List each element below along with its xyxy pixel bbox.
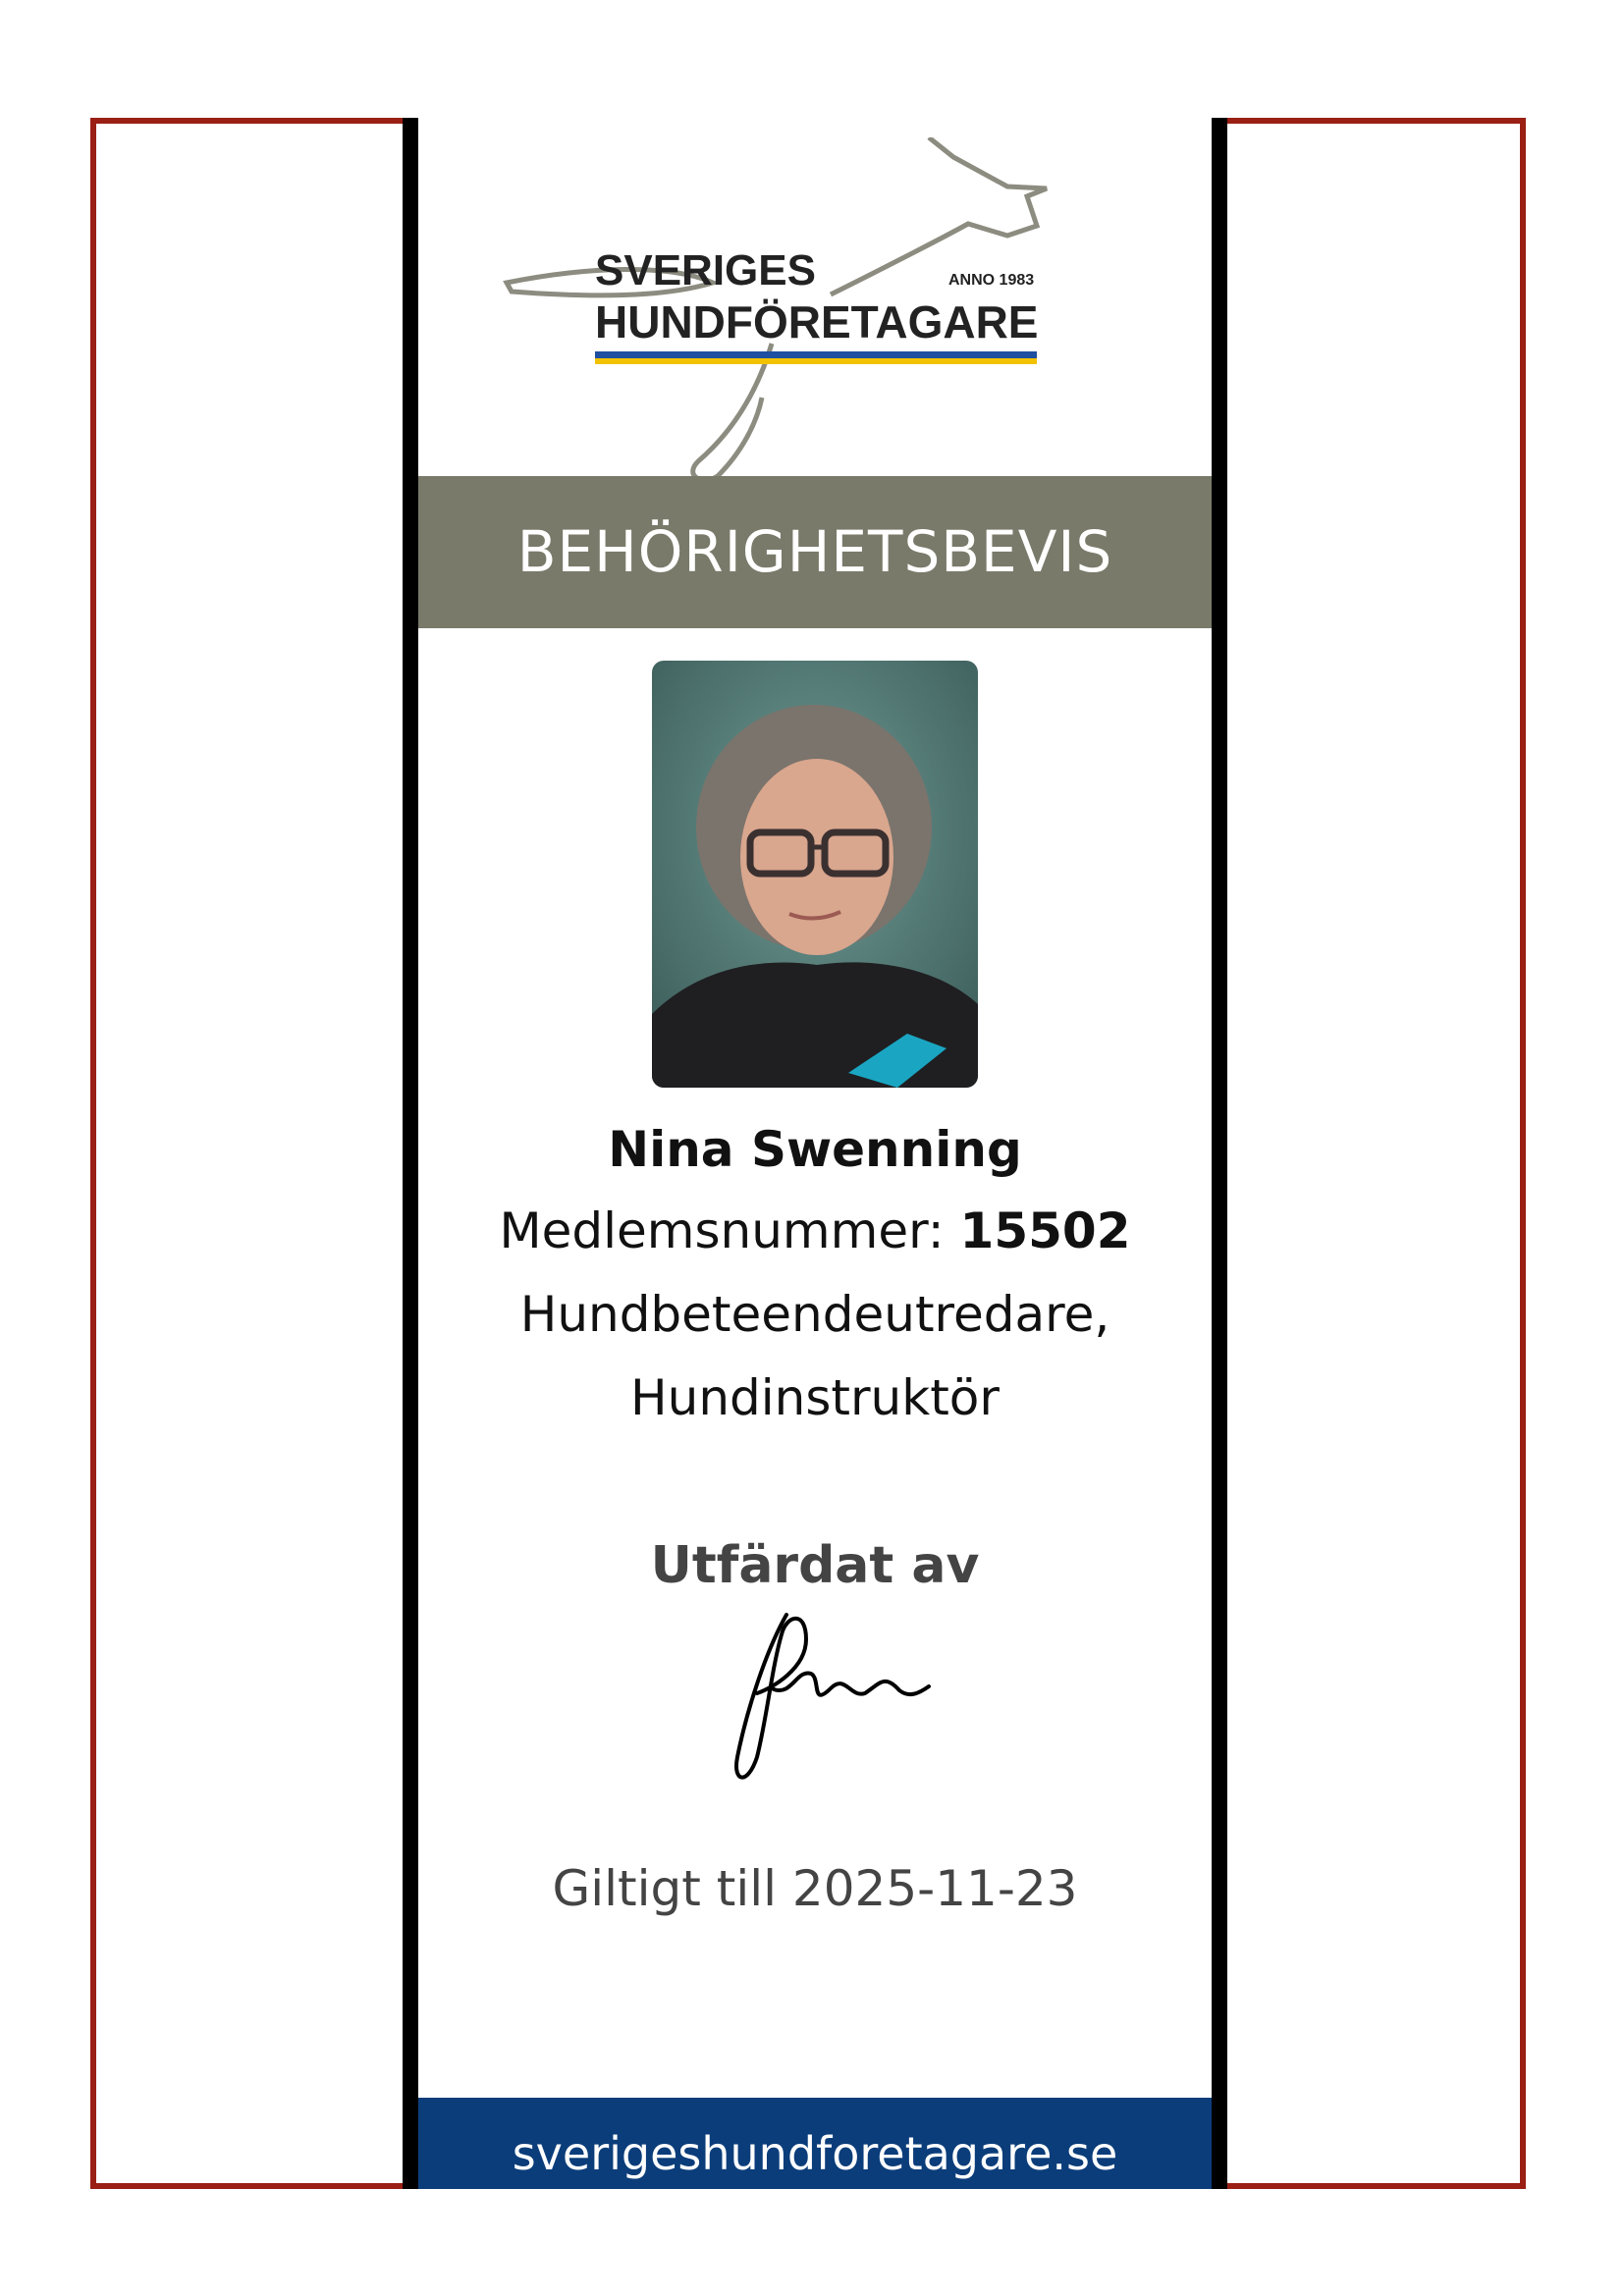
member-number: 15502 (959, 1202, 1131, 1259)
member-role-2: Hundinstruktör (630, 1369, 1000, 1426)
logo-line-2: HUNDFÖRETAGARE (595, 296, 1039, 347)
member-name: Nina Swenning (608, 1121, 1022, 1178)
logo-anno: ANNO 1983 (948, 272, 1035, 289)
member-number-line (418, 1202, 1212, 1259)
issuer-signature (713, 1600, 939, 1796)
member-role-1: Hundbeteendeutredare, (519, 1286, 1110, 1343)
member-photo (652, 661, 978, 1088)
card-title-banner: BEHÖRIGHETSBEVIS (418, 476, 1212, 628)
member-number-label: Medlemsnummer: (499, 1202, 945, 1259)
website-footer (418, 2098, 1212, 2189)
credential-card (403, 118, 1227, 2189)
logo-line-1: SVERIGES (595, 246, 816, 294)
website-url[interactable]: sverigeshundforetagare.se (512, 2127, 1118, 2180)
issued-by-label: Utfärdat av (650, 1536, 980, 1595)
validity-date: Giltigt till 2025-11-23 (552, 1860, 1078, 1917)
